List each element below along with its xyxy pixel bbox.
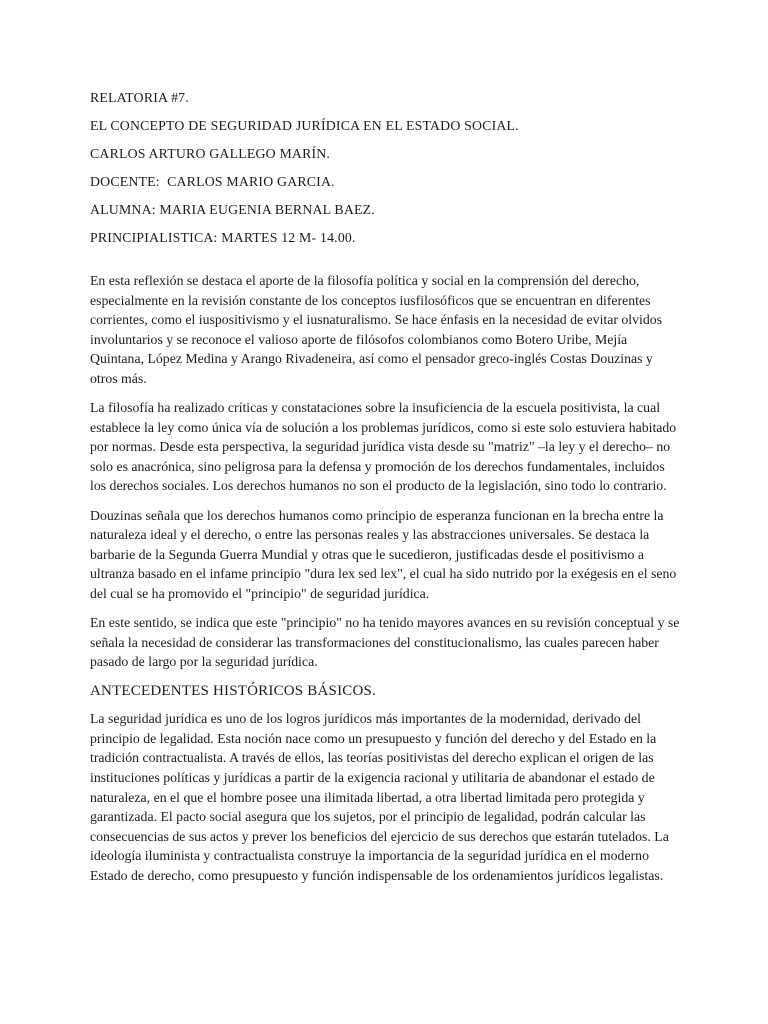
document-content bbox=[90, 88, 682, 895]
doc-title-line-author: CARLOS ARTURO GALLEGO MARÍN. bbox=[90, 146, 331, 161]
paragraph-filosofia-criticas: La filosofía ha realizado críticas y constataciones sobre la insuficiencia de la escuela positivista, la cual establece la ley como única vía de solución a los problemas jurídicos, como si este solo estuviera habitado por normas. Desde esta perspectiva, la seguridad jurídica vista desde su "matriz" –la ley y el derecho– no solo es anacrónica, sino peligrosa para la defensa y promoción de los derechos fundamentales, incluidos los derechos sociales. Los derechos humanos no son el producto de la legislación, sino todo lo contrario. bbox=[90, 400, 677, 494]
doc-title-line-docente: DOCENTE: CARLOS MARIO GARCIA. bbox=[90, 174, 335, 189]
paragraph-douzinas: Douzinas señala que los derechos humanos como principio de esperanza funcionan en la brecha entre la naturaleza ideal y el derecho, o entre las personas reales y las abstracciones universales. Se destaca la barbarie de la Segunda Guerra Mundial y otras que le sucedieron, justificadas desde el positivismo a ultranza basado en el infame principio "dura lex sed lex", el cual ha sido nutrido por la exégesis en el seno del cual se ha promovido el "principio" de seguridad jurídica. bbox=[90, 507, 677, 601]
doc-title-line-concepto: EL CONCEPTO DE SEGURIDAD JURÍDICA EN EL ESTADO SOCIAL. bbox=[90, 118, 519, 133]
doc-title-line-relatoria: RELATORIA #7. bbox=[90, 90, 189, 105]
section-heading-antecedentes: ANTECEDENTES HISTÓRICOS BÁSICOS. bbox=[90, 683, 377, 700]
paragraph-intro: En esta reflexión se destaca el aporte de la filosofía política y social en la comprensión del derecho, especialmente en la revisión constante de los conceptos iusfilosóficos que se encuentran en diferentes corrientes, como el iuspositivismo y el iusnaturalismo. Se hace énfasis en la necesidad de evitar olvidos involuntarios y se reconoce el valioso aporte de filósofos colombianos como Botero Uribe, Mejía Quintana, López Medina y Arango Rivadeneira, así como el pensador greco-inglés Costas Douzinas y otros más. bbox=[90, 273, 663, 386]
document-header-block bbox=[90, 88, 682, 247]
paragraph-en-este-sentido: En este sentido, se indica que este "principio" no ha tenido mayores avances en su revisión conceptual y se señala la necesidad de considerar las transformaciones del constitucionalismo, las cuales parecen haber pasado de largo por la seguridad jurídica. bbox=[90, 615, 680, 670]
doc-title-line-alumna: ALUMNA: MARIA EUGENIA BERNAL BAEZ. bbox=[90, 202, 375, 217]
paragraph-seguridad-juridica: La seguridad jurídica es uno de los logros jurídicos más importantes de la modernidad, derivado del principio de legalidad. Esta noción nace como un presupuesto y función del derecho y del Estado en la tradición contractualista. A través de ellos, las teorías positivistas del derecho explican el origen de las instituciones políticas y jurídicas a partir de la exigencia racional y utilitaria de abandonar el estado de naturaleza, en el que el hombre posee una ilimitada libertad, a otra libertad limitada pero protegida y garantizada. El pacto social asegura que los sujetos, por el principio de legalidad, podrán calcular las consecuencias de sus actos y prever los beneficios del ejercicio de sus derechos que estarán tutelados. La ideología iluminista y contractualista construye la importancia de la seguridad jurídica en el moderno Estado de derecho, como presupuesto y función indispensable de los ordenamientos jurídicos legalistas. bbox=[90, 711, 669, 884]
doc-title-line-principialistica: PRINCIPIALISTICA: MARTES 12 M- 14.00. bbox=[90, 230, 356, 245]
